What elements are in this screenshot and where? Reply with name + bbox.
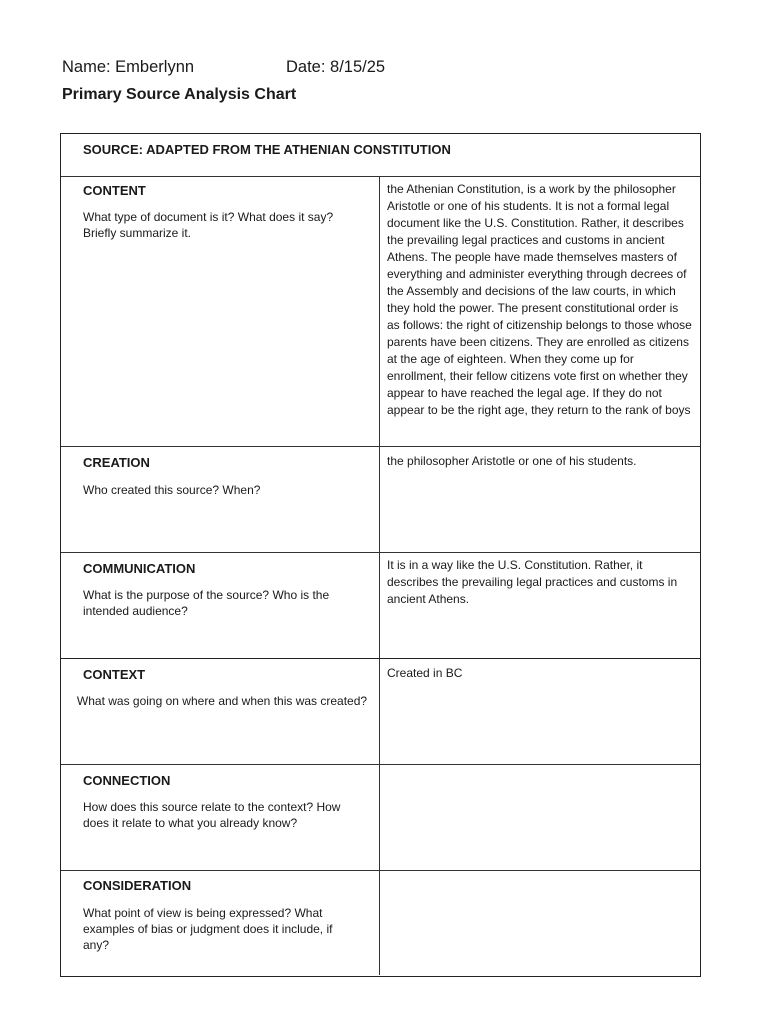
row-connection xyxy=(61,765,700,871)
row-connection-label: CONNECTION xyxy=(83,773,171,788)
row-consideration-label-cell xyxy=(61,871,380,975)
row-creation-prompt: Who created this source? When? xyxy=(83,483,261,497)
analysis-chart xyxy=(60,133,701,977)
student-name: Name: Emberlynn xyxy=(62,58,195,76)
row-consideration-label: CONSIDERATION xyxy=(83,878,192,893)
row-content xyxy=(61,177,700,447)
page-title: Primary Source Analysis Chart xyxy=(62,86,297,103)
row-content-label-cell xyxy=(61,177,380,446)
row-creation-label-cell xyxy=(61,447,380,552)
row-communication-prompt: What is the purpose of the source? Who is the intended audience? xyxy=(83,588,330,618)
row-content-prompt: What type of document is it? What does it say? Briefly summarize it. xyxy=(83,210,334,240)
row-content-answer[interactable]: the Athenian Constitution, is a work by the philosopher Aristotle or one of his students. It is not a formal legal document like the U.S. Constitution. Rather, it describes the prevailing legal practices and customs in ancient Athens. The people have made themselves masters of everything and administer everything through decrees of the Assembly and decisions of the law courts, in which they hold the power. The present constitutional order is as follows: the right of citizenship belongs to those whose parents have been citizens. They are enrolled as citizens at the age of eighteen. When they come up for enrollment, their fellow citizens vote first on whether they appear to have reached the legal age. If they do not appear to be the right age, they return to the rank of boys xyxy=(387,182,692,417)
row-communication-label: COMMUNICATION xyxy=(83,561,196,576)
row-content-label: CONTENT xyxy=(83,183,146,198)
row-connection-label-cell xyxy=(61,765,380,870)
row-context xyxy=(61,659,700,765)
date-field: Date: 8/15/25 xyxy=(286,58,386,76)
row-context-label: CONTEXT xyxy=(83,667,146,682)
source-row xyxy=(61,134,700,177)
row-communication xyxy=(61,553,700,659)
row-consideration-prompt: What point of view is being expressed? What examples of bias or judgment does it include, if any? xyxy=(83,906,333,952)
row-creation xyxy=(61,447,700,553)
row-context-answer[interactable]: Created in BC xyxy=(387,666,463,680)
row-context-prompt: What was going on where and when this was created? xyxy=(76,694,368,708)
row-consideration xyxy=(61,871,700,975)
row-connection-prompt: How does this source relate to the context? How does it relate to what you already know? xyxy=(83,800,341,830)
source-title: SOURCE: ADAPTED FROM THE ATHENIAN CONSTITUTION xyxy=(83,142,451,157)
row-communication-answer[interactable]: It is in a way like the U.S. Constitution. Rather, it describes the prevailing legal practices and customs in ancient Athens. xyxy=(387,558,678,606)
row-creation-answer[interactable]: the philosopher Aristotle or one of his students. xyxy=(387,454,637,468)
row-consideration-answer[interactable] xyxy=(380,871,700,975)
row-communication-label-cell xyxy=(61,553,380,658)
row-creation-label: CREATION xyxy=(83,455,150,470)
row-connection-answer[interactable] xyxy=(380,765,700,870)
row-context-label-cell xyxy=(61,659,380,764)
